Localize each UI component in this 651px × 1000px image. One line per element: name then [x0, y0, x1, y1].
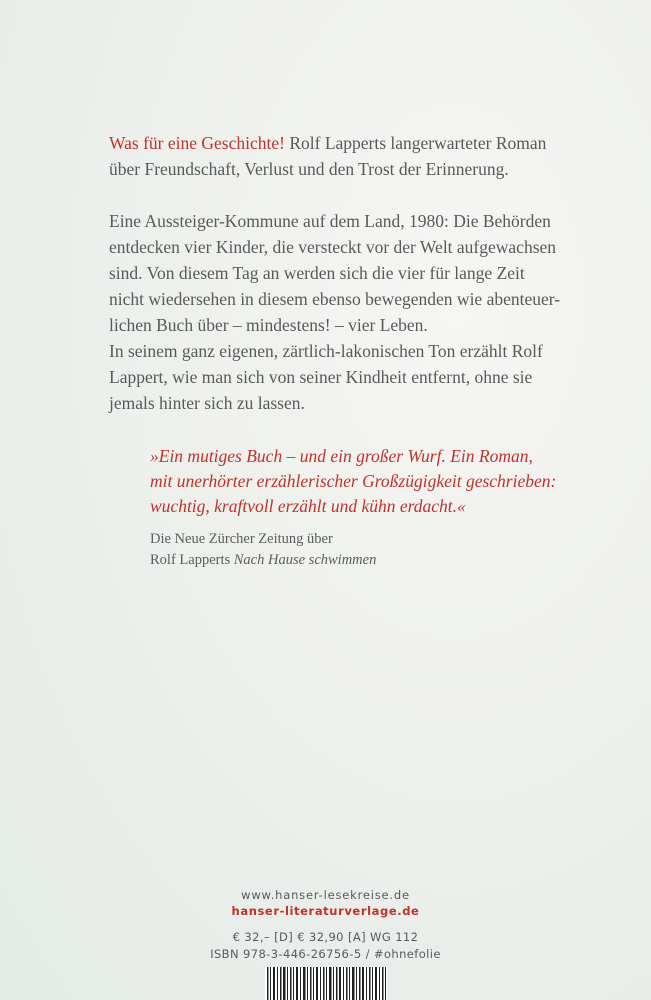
- quote-source-line1: Die Neue Zürcher Zeitung über: [150, 531, 333, 547]
- lead-highlight: Was für eine Geschichte!: [109, 133, 285, 153]
- lead-line2: über Freundschaft, Verlust und den Trost der Erinnerung.: [109, 159, 509, 179]
- description-line: sind. Von diesem Tag an werden sich die vier für lange Zeit: [109, 263, 525, 283]
- lead-line1-rest: Rolf Lapperts langerwarteter Roman: [284, 133, 547, 153]
- description-line: nicht wiedersehen in diesem ebenso bewegenden wie abenteuer-: [109, 289, 561, 309]
- quote-source: [150, 529, 550, 571]
- barcode: [265, 967, 387, 1000]
- quote-source-book-title: Nach Hause schwimmen: [233, 552, 377, 568]
- quote-source-prefix: Rolf Lapperts: [150, 552, 234, 568]
- description-line: jemals hinter sich zu lassen.: [109, 393, 305, 413]
- description-line: lichen Buch über – mindestens! – vier Leben.: [109, 315, 428, 335]
- press-quote: [150, 444, 610, 519]
- lead-paragraph: [109, 130, 579, 182]
- quote-line: »Ein mutiges Buch – und ein großer Wurf. Ein Roman,: [150, 446, 533, 466]
- website-lesekreise-link[interactable]: www.hanser-lesekreise.de: [241, 888, 410, 902]
- price-line: € 32,– [D] € 32,90 [A] WG 112: [232, 930, 419, 944]
- quote-line: wuchtig, kraftvoll erzählt und kühn erdacht.«: [150, 496, 466, 516]
- description-line: Eine Aussteiger-Kommune auf dem Land, 1980: Die Behörden: [109, 211, 551, 231]
- isbn-line: ISBN 978-3-446-26756-5 / #ohnefolie: [210, 947, 441, 961]
- quote-line: mit unerhörter erzählerischer Großzügigkeit geschrieben:: [150, 471, 557, 491]
- description-line: entdecken vier Kinder, die versteckt vor der Welt aufgewachsen: [109, 237, 557, 257]
- description-line: Lappert, wie man sich von seiner Kindheit entfernt, ohne sie: [109, 367, 533, 387]
- description-paragraph: [109, 208, 579, 416]
- description-line: In seinem ganz eigenen, zärtlich-lakonischen Ton erzählt Rolf: [109, 341, 543, 361]
- website-literaturverlage-link[interactable]: hanser-literaturverlage.de: [231, 904, 420, 918]
